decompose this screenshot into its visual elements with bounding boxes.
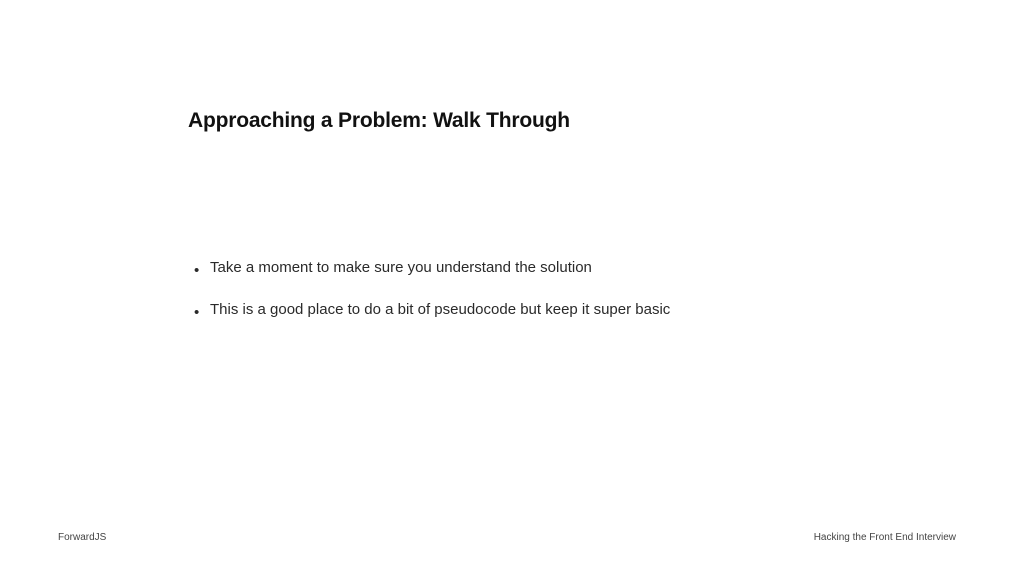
bullet-text: Take a moment to make sure you understand the solution — [210, 259, 592, 276]
footer-left-label: ForwardJS — [58, 532, 107, 543]
bullet-icon: • — [194, 304, 200, 321]
list-item — [194, 257, 670, 299]
footer-right-label: Hacking the Front End Interview — [813, 532, 956, 543]
slide-title: Approaching a Problem: Walk Through — [188, 109, 570, 132]
bullet-list — [194, 257, 670, 341]
bullet-icon: • — [194, 262, 200, 279]
bullet-text: This is a good place to do a bit of pseudocode but keep it super basic — [210, 301, 671, 318]
list-item — [194, 299, 670, 341]
